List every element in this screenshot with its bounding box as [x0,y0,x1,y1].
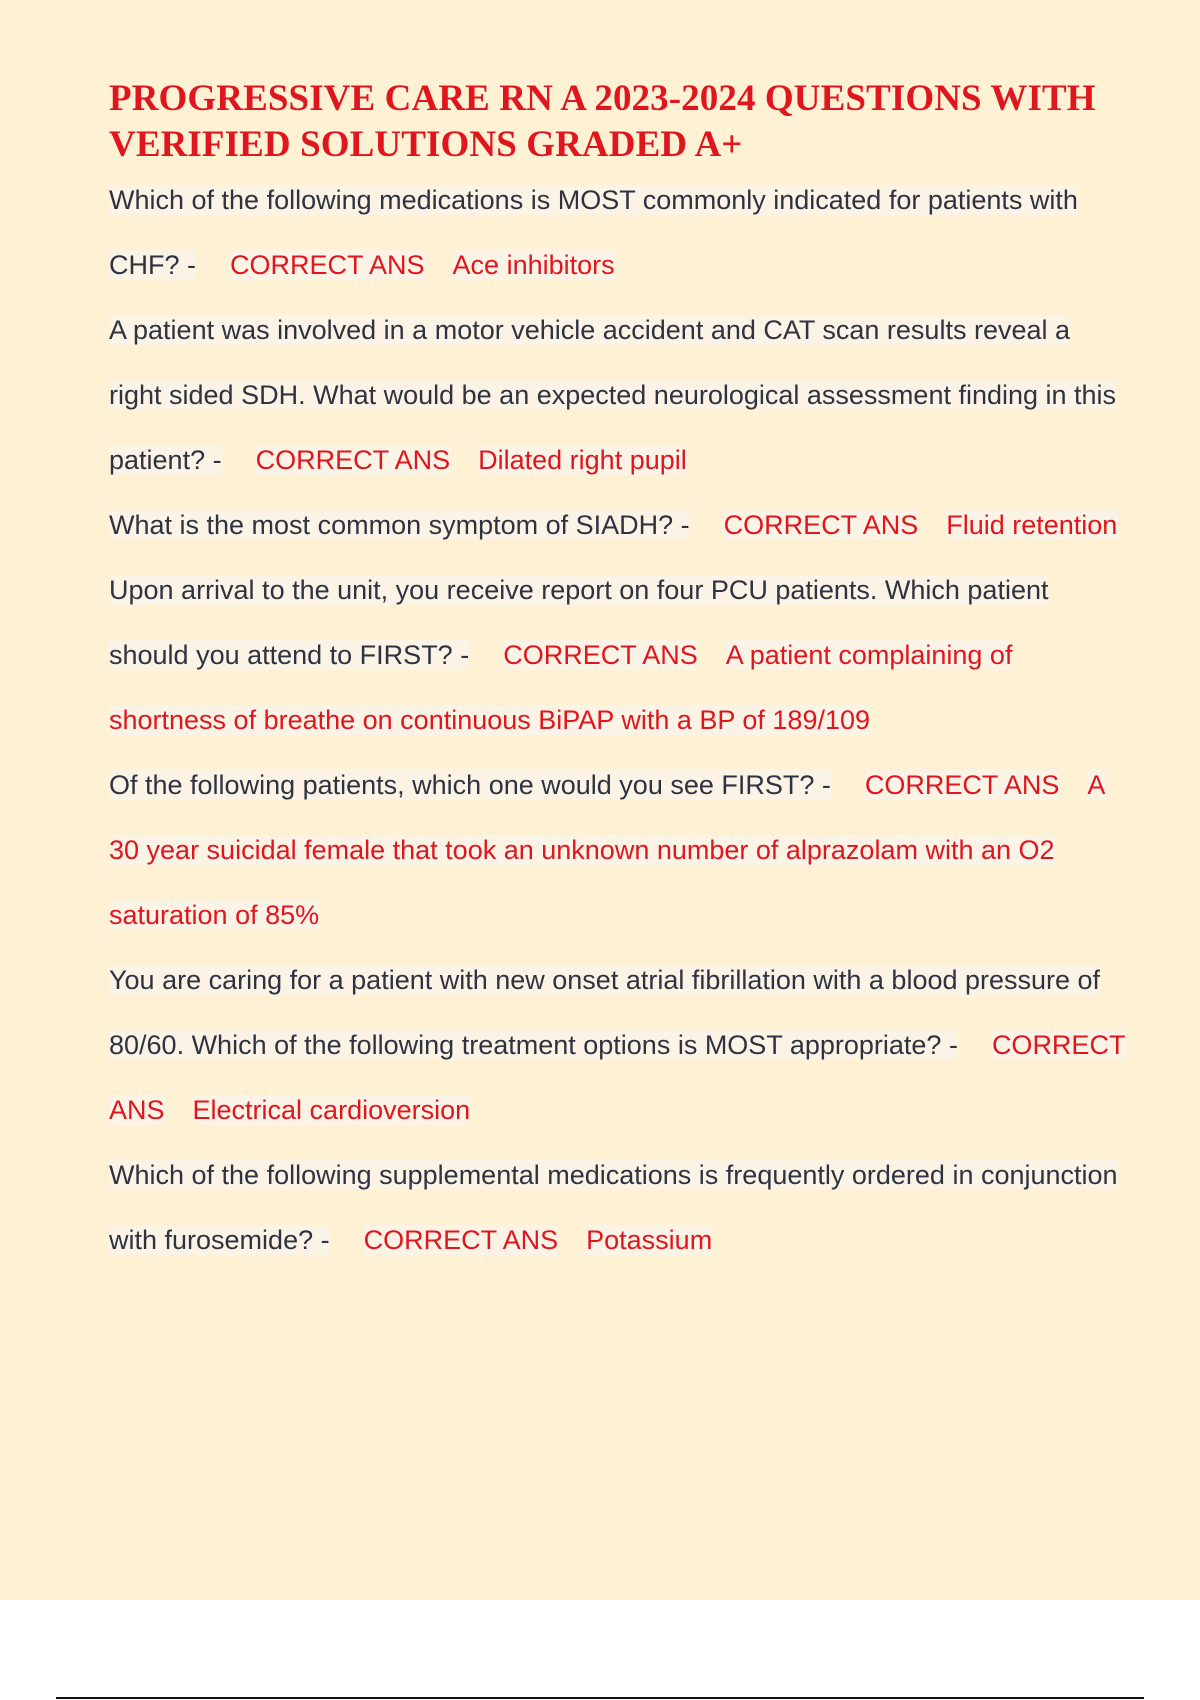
answer-tag: CORRECT ANS [503,640,698,670]
qa-list [109,168,1129,1273]
question-text: Which of the following medications is MOST commonly indicated for patients with CHF? - [109,185,1078,280]
answer-tag: CORRECT ANS [230,250,425,280]
question-text: Of the following patients, which one would you see FIRST? - [109,770,831,800]
qa-item-2 [109,298,1129,493]
qa-item-5 [109,753,1129,948]
answer-text: Electrical cardioversion [192,1095,471,1125]
footer-divider [56,1697,1144,1699]
qa-item-6 [109,948,1129,1143]
answer-text: A 30 year suicidal female that took an unknown number of alprazolam with an O2 saturation of 85% [109,770,1106,930]
question-text: What is the most common symptom of SIADH? - [109,510,690,540]
question-text: Upon arrival to the unit, you receive report on four PCU patients. Which patient should you attend to FIRST? - [109,575,1049,670]
answer-text: A patient complaining of shortness of breathe on continuous BiPAP with a BP of 189/109 [109,640,1013,735]
question-text: You are caring for a patient with new onset atrial fibrillation with a blood pressure of 80/60. Which of the following treatment options is MOST appropriate? - [109,965,1101,1060]
answer-tag: CORRECT ANS [255,445,451,475]
document-title: PROGRESSIVE CARE RN A 2023-2024 QUESTIONS WITH VERIFIED SOLUTIONS GRADED A+ [109,78,1096,165]
qa-item-1 [109,168,1129,298]
question-text: Which of the following supplemental medications is frequently ordered in conjunction with furosemide? - [109,1160,1118,1255]
question-text: A patient was involved in a motor vehicle accident and CAT scan results reveal a right sided SDH. What would be an expected neurological assessment finding in this patient? - [109,315,1117,475]
answer-tag: CORRECT ANS [363,1225,559,1255]
answer-tag: CORRECT ANS [864,770,1060,800]
answer-text: Fluid retention [946,510,1118,540]
qa-item-4 [109,558,1129,753]
qa-item-7 [109,1143,1129,1273]
answer-text: Dilated right pupil [478,445,687,475]
answer-tag: CORRECT ANS [109,1030,1126,1125]
answer-tag: CORRECT ANS [723,510,919,540]
document-content [109,76,1129,1273]
qa-item-3 [109,493,1129,558]
answer-text: Ace inhibitors [452,250,615,280]
answer-text: Potassium [586,1225,713,1255]
